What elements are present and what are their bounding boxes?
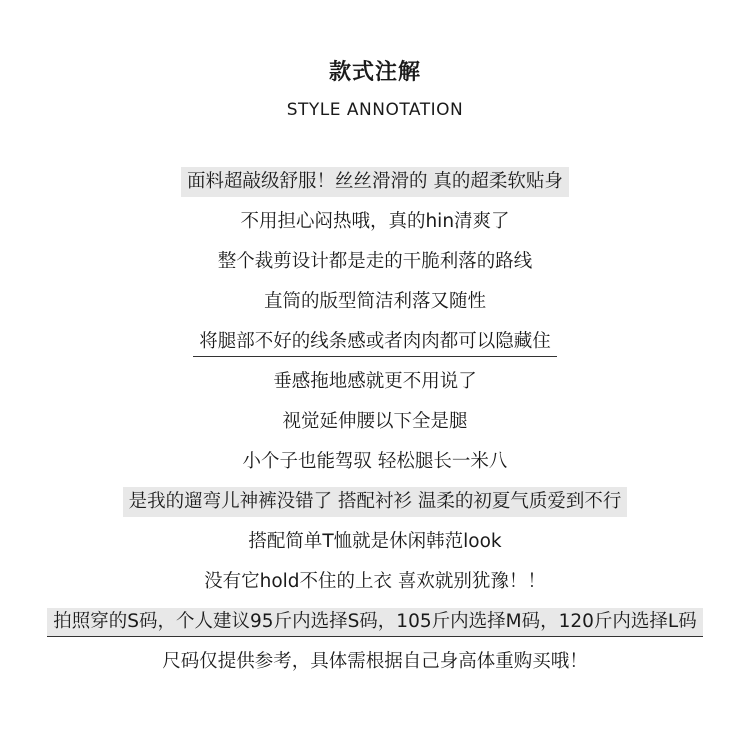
annotation-line-6: [0, 362, 750, 402]
annotation-line-5: [0, 322, 750, 362]
annotation-line-8: [0, 442, 750, 482]
annotation-line-1: [0, 162, 750, 202]
annotation-text: 搭配简单T恤就是休闲韩范look: [248, 531, 502, 552]
annotation-line-11: [0, 562, 750, 602]
annotation-text: 拍照穿的S码，个人建议95斤内选择S码，105斤内选择M码，120斤内选择L码: [47, 608, 702, 637]
section-title: 款式注解: [328, 60, 421, 85]
annotation-text: 面料超敲级舒服！丝丝滑滑的 真的超柔软贴身: [181, 167, 569, 197]
annotation-line-4: [0, 282, 750, 322]
annotation-line-7: [0, 402, 750, 442]
section-subtitle: STYLE ANNOTATION: [286, 100, 464, 120]
annotation-text: 小个子也能驾驭 轻松腿长一米八: [242, 451, 508, 472]
annotation-line-2: [0, 202, 750, 242]
annotation-text: 视觉延伸腰以下全是腿: [282, 411, 468, 432]
annotation-text: 垂感拖地感就更不用说了: [273, 371, 477, 392]
annotation-text: 尺码仅提供参考，具体需根据自己身高体重购买哦！: [162, 651, 588, 672]
annotation-line-12: [0, 602, 750, 642]
annotation-text: 将腿部不好的线条感或者肉肉都可以隐藏住: [193, 328, 557, 357]
annotation-text: 是我的遛弯儿神裤没错了 搭配衬衫 温柔的初夏气质爱到不行: [123, 487, 628, 517]
annotation-text: 没有它hold不住的上衣 喜欢就别犹豫！！: [204, 571, 546, 592]
annotation-line-9: [0, 482, 750, 522]
annotation-text: 整个裁剪设计都是走的干脆利落的路线: [217, 251, 533, 272]
annotation-line-13: [0, 642, 750, 682]
annotation-text: 直筒的版型简洁利落又随性: [263, 291, 486, 312]
annotation-text: 不用担心闷热哦，真的hin清爽了: [240, 211, 510, 232]
annotation-list: [0, 162, 750, 682]
annotation-line-10: [0, 522, 750, 562]
annotation-line-3: [0, 242, 750, 282]
